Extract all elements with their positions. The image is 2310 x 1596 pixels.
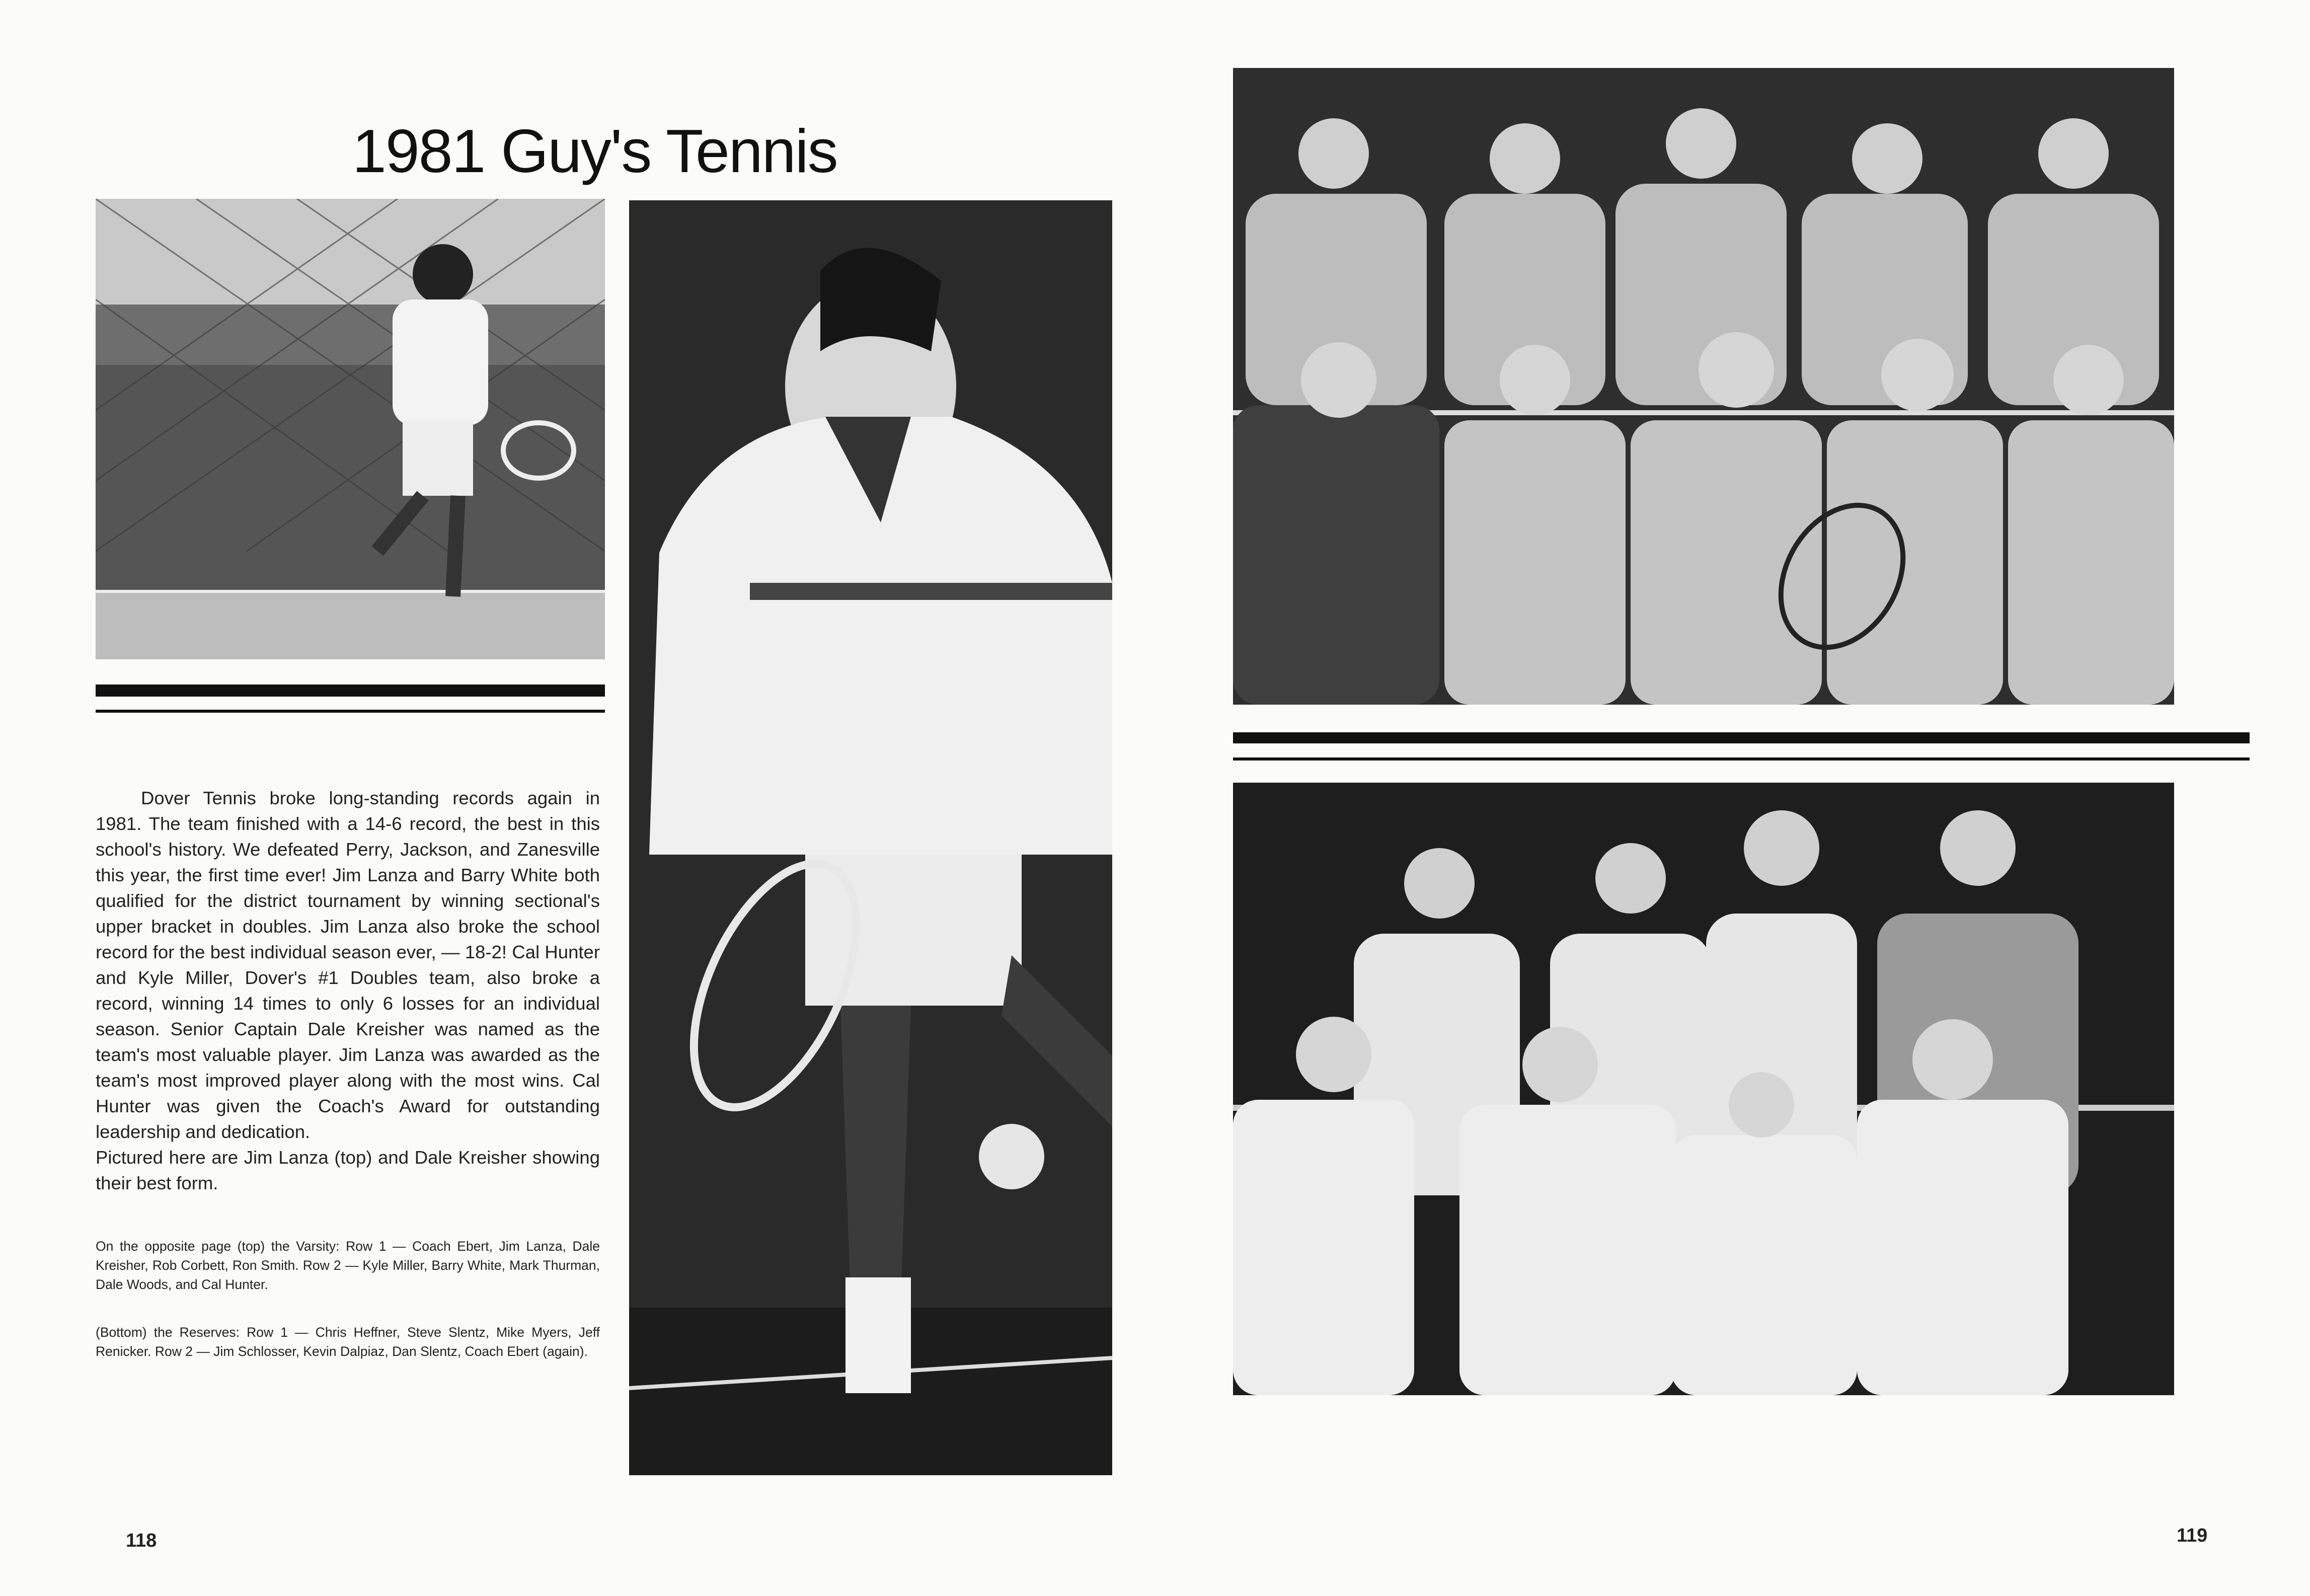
divider-thick-right xyxy=(1233,732,2250,743)
article-body xyxy=(96,785,600,1196)
body-paragraph: Dover Tennis broke long-standing records again in 1981. The team finished with a 14-6 record, the best in this school's history. We defeated Perry, Jackson, and Zanesville this year, the first time ever! Jim Lanza and Barry White both qualified for the district tournament by winning sectional's upper bracket in doubles. Jim Lanza also broke the school record for the best individual season ever, — 18-2! Cal Hunter and Kyle Miller, Dover's #1 Doubles team, also broke a record, winning 14 times to only 6 losses for an individual season. Senior Captain Dale Kreisher was named as the team's most valuable player. Jim Lanza was awarded as the team's most improved player along with the most wins. Cal Hunter was given the Coach's Award for outstanding leadership and dedication. xyxy=(96,788,600,1142)
photo-varsity-team xyxy=(1233,68,2174,705)
divider-thin-right xyxy=(1233,757,2250,761)
photo-jim-lanza-action xyxy=(629,200,1112,1475)
photo-player-at-fence xyxy=(96,199,605,659)
photo-reserves-team xyxy=(1233,783,2174,1395)
page-number-right: 119 xyxy=(2177,1525,2208,1546)
page-title: 1981 Guy's Tennis xyxy=(352,117,837,185)
divider-thin-left xyxy=(96,710,605,713)
divider-thick-left xyxy=(96,685,605,697)
caption-varsity: On the opposite page (top) the Varsity: Row 1 — Coach Ebert, Jim Lanza, Dale Kreisher, Rob Corbett, Ron Smith. Row 2 — Kyle Miller, Barry White, Mark Thurman, Dale Woods, and Cal Hunter. xyxy=(96,1239,600,1292)
caption-reserves: (Bottom) the Reserves: Row 1 — Chris Heffner, Steve Slentz, Mike Myers, Jeff Renicker. Row 2 — Jim Schlosser, Kevin Dalpiaz, Dan Slentz, Coach Ebert (again). xyxy=(96,1325,600,1359)
page-number-left: 118 xyxy=(126,1530,157,1551)
body-paragraph: Pictured here are Jim Lanza (top) and Dale Kreisher showing their best form. xyxy=(96,1147,600,1193)
